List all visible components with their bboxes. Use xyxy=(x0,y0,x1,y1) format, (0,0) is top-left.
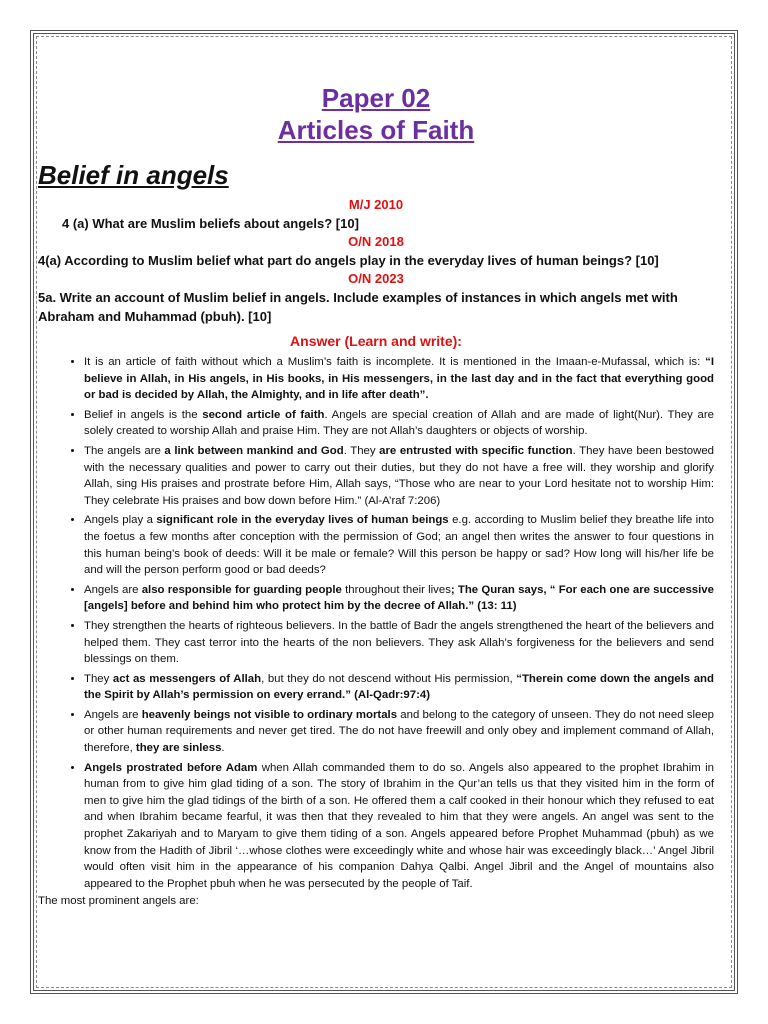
question-text: 5a. Write an account of Muslim belief in angels. Include examples of instances in which angels met with Abraham and Muhammad (pbuh). [10] xyxy=(38,290,678,324)
list-item: • Angels prostrated before Adam when Allah commanded them to do so. Angels also appeared to the prophet Ibrahim in human from to give him glad tiding of a son. The story of Ibrahim in the Qur’an tells us that they visited him in the form of men to give him the glad tidings of the birth of a son. He offered them a calf cooked in their honour which they refused to eat and when Ibrahim became fearful, it was then that they revealed to him that they were angels. An angel was sent to the prophet Zakariyah and to Maryam to give them tiding of a son. Angels appeared before Prophet Muhammad (pbuh) as we know from the Hadith of Jibril ‘…whose clothes were exceedingly white and whose hair was exceedingly black…’ Angel Jibril would often visit him in the appearance of his companion Dahya Qalbi. Angel Jibril and the Angel of mountains also appeared to the Prophet pbuh when he was persecuted by the people of Taif. xyxy=(84,760,714,893)
answer-list xyxy=(38,354,714,892)
list-item: • Angels play a significant role in the everyday lives of human beings e.g. according to Muslim belief they breathe life into the foetus a few months after conception with the permission of God; an angel then writes the answer to four questions in this human being’s book of deeds: Will it be male or female? Will this person be happy or sad? How long will his/her life be and will the person perform good or bad deeds? xyxy=(84,512,714,578)
list-item: • Angels are also responsible for guarding people throughout their lives; The Quran says, “ For each one are successive [angels] before and behind him who protect him by the decree of Allah.” (13: 11) xyxy=(84,582,714,615)
answer-heading: Answer (Learn and write): xyxy=(290,333,462,349)
list-item: • It is an article of faith without which a Muslim’s faith is incomplete. It is mentioned in the Imaan-e-Mufassal, which is: “I believe in Allah, in His angels, in His books, in His messengers, in the last day and in the fact that everything good or bad is decided by Allah, the Almighty, and in life after death”. xyxy=(84,354,714,404)
list-item: • Belief in angels is the second article of faith. Angels are special creation of Allah and are made of light(Nur). They are solely created to worship Allah and praise Him. They are not Allah’s daughters or objects of worship. xyxy=(84,407,714,440)
list-item: • The angels are a link between mankind and God. They are entrusted with specific function. They have been bestowed with the necessary qualities and power to carry out their duties, but they do not have a free will. they worship and glorify Allah, sing His praises and prostrate before Him, Allah says, “Those who are near to your Lord hesitate not to worship Him: They celebrate His praises and bow down before Him.” (Al-A’raf 7:206) xyxy=(84,443,714,509)
section-title: Belief in angels xyxy=(38,160,229,190)
question-session: M/J 2010 xyxy=(348,197,404,212)
question-text: 4(a) According to Muslim belief what part do angels play in the everyday lives of human beings? [10] xyxy=(38,253,659,268)
list-item: • They act as messengers of Allah, but they do not descend without His permission, “Therein come down the angels and the Spirit by Allah’s permission on every errand.” (Al-Qadr:97:4) xyxy=(84,671,714,704)
question-session: O/N 2018 xyxy=(348,234,404,249)
paper-subtitle: Articles of Faith xyxy=(277,115,475,145)
list-item: • They strengthen the hearts of righteous believers. In the battle of Badr the angels strengthened the heart of the believers and helped them. They cast terror into the hearts of the non believers. They ask Allah’s forgiveness for the believers and send blessings on them. xyxy=(84,618,714,668)
paper-title: Paper 02 xyxy=(321,83,431,113)
document-body xyxy=(38,82,714,907)
list-item: • Angels are heavenly beings not visible to ordinary mortals and belong to the category of unseen. They do not need sleep or other human requirements and never get tired. The do not have freewill and only obey and implement command of Allah, therefore, they are sinless. xyxy=(84,707,714,757)
closing-line: The most prominent angels are: xyxy=(38,895,199,908)
question-text: 4 (a) What are Muslim beliefs about angels? [10] xyxy=(62,216,359,231)
question-session: O/N 2023 xyxy=(348,271,404,286)
